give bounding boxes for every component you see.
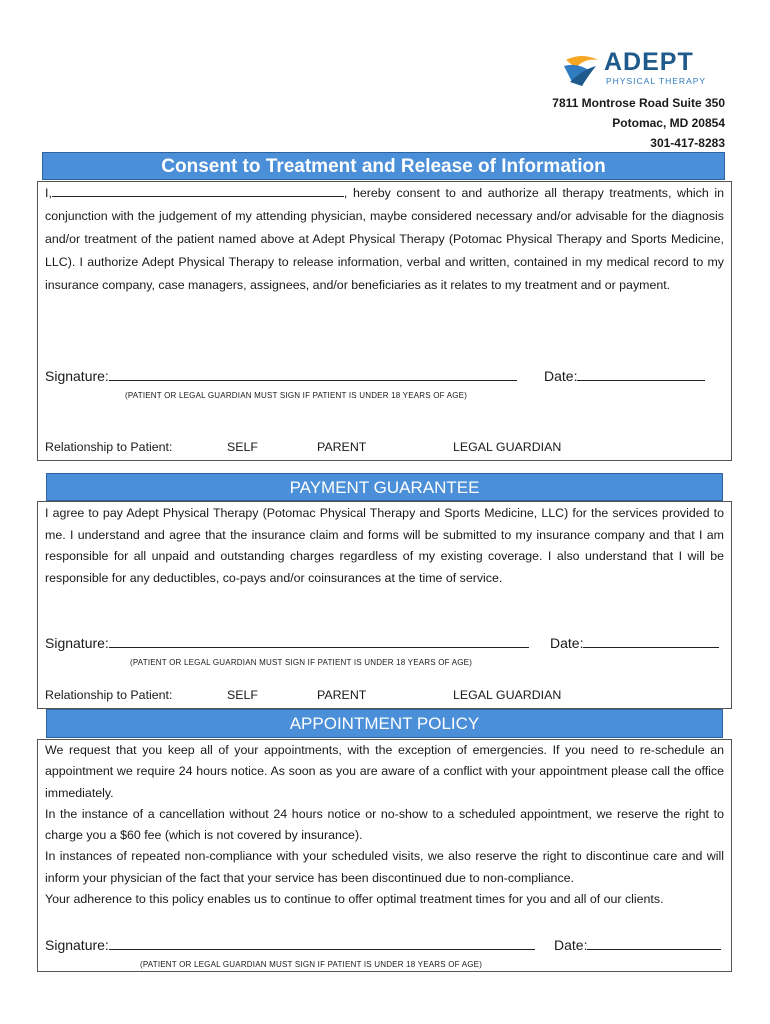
policy-date-row xyxy=(554,937,721,953)
address-line-1: 7811 Montrose Road Suite 350 xyxy=(552,96,725,110)
relationship-label: Relationship to Patient: xyxy=(45,440,173,454)
consent-text: , hereby consent to and authorize all therapy treatments, which in conjunction with the judgement of my attending physician, maybe considered necessary and/or advisable for the diagnosis and/or treatment of the patient named above at Adept Physical Therapy (Potomac Physical Therapy and Sports Medicine, LLC). I authorize Adept Physical Therapy to release information, verbal and written, contained in my medical record to my insurance company, case managers, assignees, and/or beneficiaries as it relates to my treatment and or payment. xyxy=(45,186,724,292)
consent-section-title: Consent to Treatment and Release of Information xyxy=(42,152,725,180)
policy-paragraph: We request that you keep all of your appointments, with the exception of emergencies. If you need to re-schedule an appointment we require 24 hours notice. As soon as you are aware of a conflict with your appointment please call the office immediately. xyxy=(45,743,724,800)
consent-date-field[interactable] xyxy=(577,368,705,381)
date-label: Date: xyxy=(544,368,578,384)
option-self[interactable]: SELF xyxy=(227,688,258,702)
policy-paragraph: Your adherence to this policy enables us to continue to offer optimal treatment times for you and all of our clients. xyxy=(45,892,664,907)
logo-wordmark: ADEPT xyxy=(604,48,694,76)
date-label: Date: xyxy=(554,937,588,953)
address-line-2: Potomac, MD 20854 xyxy=(612,116,725,130)
guardian-note: (PATIENT OR LEGAL GUARDIAN MUST SIGN IF PATIENT IS UNDER 18 YEARS OF AGE) xyxy=(140,960,483,969)
payment-section-title: PAYMENT GUARANTEE xyxy=(46,473,723,501)
logo-tagline: PHYSICAL THERAPY xyxy=(606,76,707,86)
guardian-note: (PATIENT OR LEGAL GUARDIAN MUST SIGN IF PATIENT IS UNDER 18 YEARS OF AGE) xyxy=(125,391,468,400)
option-legal-guardian[interactable]: LEGAL GUARDIAN xyxy=(453,688,562,702)
payment-date-field[interactable] xyxy=(583,635,719,648)
policy-paragraphs xyxy=(45,740,724,910)
option-parent[interactable]: PARENT xyxy=(317,440,367,454)
date-label: Date: xyxy=(550,635,584,651)
consent-prefix: I, xyxy=(45,186,52,200)
phone-number: 301-417-8283 xyxy=(650,136,725,150)
policy-paragraph: In the instance of a cancellation without 24 hours notice or no-show to a scheduled appointment, we reserve the right to charge you a $60 fee (which is not covered by insurance). xyxy=(45,806,724,843)
payment-paragraph: I agree to pay Adept Physical Therapy (Potomac Physical Therapy and Sports Medicine, LLC) for the services provided to me. I understand and agree that the insurance claim and forms will be submitted to my insurance company and that I am responsible for all unpaid and outstanding charges regardless of my existing coverage. I also understand that I will be responsible for any deductibles, co-pays and/or coinsurances at the time of service. xyxy=(45,506,724,585)
payment-date-row xyxy=(550,635,719,651)
consent-paragraph xyxy=(45,182,724,297)
policy-paragraph: In instances of repeated non-compliance with your scheduled visits, we also reserve the right to discontinue care and will inform your physician of the fact that your service has been discontinued due to non-compliance. xyxy=(45,849,724,885)
policy-signature-field[interactable] xyxy=(109,937,535,950)
signature-label: Signature: xyxy=(45,635,109,651)
signature-label: Signature: xyxy=(45,368,109,384)
consent-signature-row xyxy=(45,368,517,384)
consent-signature-field[interactable] xyxy=(109,368,517,381)
policy-section-title: APPOINTMENT POLICY xyxy=(46,709,723,738)
relationship-label: Relationship to Patient: xyxy=(45,688,173,702)
consent-date-row xyxy=(544,368,705,384)
policy-date-field[interactable] xyxy=(587,937,721,950)
payment-signature-row xyxy=(45,635,529,651)
option-legal-guardian[interactable]: LEGAL GUARDIAN xyxy=(453,440,562,454)
payment-signature-field[interactable] xyxy=(109,635,529,648)
guardian-note: (PATIENT OR LEGAL GUARDIAN MUST SIGN IF PATIENT IS UNDER 18 YEARS OF AGE) xyxy=(130,658,473,667)
logo-swoosh-icon xyxy=(562,52,602,88)
patient-name-field[interactable] xyxy=(52,184,344,197)
adept-logo xyxy=(562,48,724,88)
signature-label: Signature: xyxy=(45,937,109,953)
option-self[interactable]: SELF xyxy=(227,440,258,454)
option-parent[interactable]: PARENT xyxy=(317,688,367,702)
policy-signature-row xyxy=(45,937,535,953)
